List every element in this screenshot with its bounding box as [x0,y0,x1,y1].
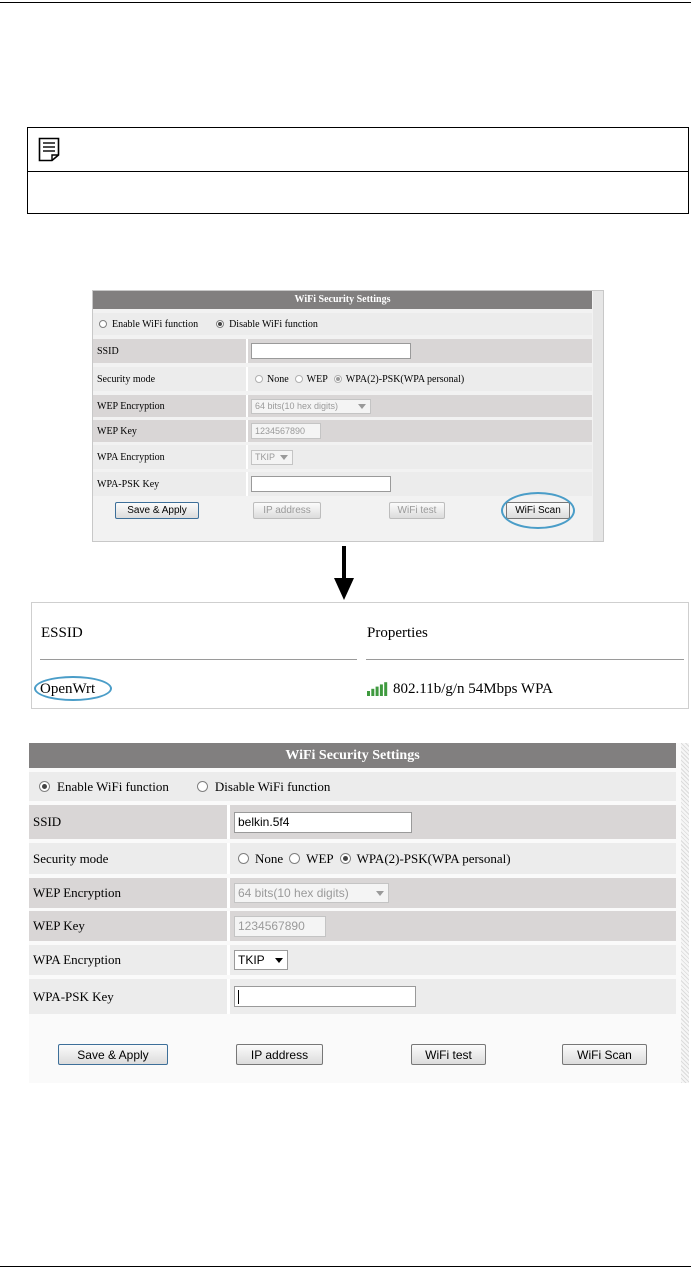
essid-highlight [34,676,112,701]
wifi-test-button[interactable]: WiFi test [389,502,445,519]
security-mode-row [93,367,592,391]
bottom-rule [0,1266,691,1267]
signal-bar [367,691,370,696]
panel-header: WiFi Security Settings [93,291,592,309]
disable-wifi-label: Disable WiFi function [214,778,331,794]
ssid-label: SSID [33,814,62,829]
chevron-down-icon [275,958,283,963]
down-arrow-icon [334,578,354,600]
down-arrow-shaft [342,546,346,580]
wep-encryption-row [29,878,676,908]
enable-wifi-label: Enable WiFi function [112,318,199,330]
mode-wep-label: WEP [306,850,334,866]
wep-key-label: WEP Key [97,425,137,437]
ssid-input[interactable] [251,343,411,359]
wep-key-row [93,420,592,442]
mode-none-radio[interactable] [238,853,249,864]
wifi-function-row [29,772,676,801]
wifi-settings-panel-before [92,290,604,542]
wpa-encryption-select[interactable]: TKIP [234,950,288,970]
signal-bar [376,687,379,696]
wep-encryption-select[interactable]: 64 bits(10 hex digits) [234,883,389,903]
wep-key-input[interactable]: 1234567890 [251,423,321,439]
note-divider [28,171,688,172]
wpa-encryption-label: WPA Encryption [33,952,121,967]
mode-wpa-label: WPA(2)-PSK(WPA personal) [356,850,511,866]
save-apply-button[interactable]: Save & Apply [115,502,199,519]
enable-wifi-radio[interactable] [99,320,107,328]
signal-bar [384,682,387,696]
security-mode-row [29,843,676,874]
mode-wpa-radio[interactable] [340,853,351,864]
enable-wifi-radio[interactable] [39,781,50,792]
wpa-encryption-row [29,945,676,975]
signal-bar [380,684,383,696]
signal-strength-icon [367,682,389,696]
scrollbar-track[interactable] [681,743,689,1083]
wifi-scan-button[interactable]: WiFi Scan [562,1044,647,1065]
top-rule [0,2,691,3]
text-cursor [238,990,239,1004]
wpa-psk-input[interactable] [251,476,391,492]
ssid-row [29,805,676,839]
scan-results-table [31,602,689,709]
wpa-encryption-row [93,445,592,469]
mode-wpa-radio[interactable] [334,375,342,383]
properties-underline [366,659,684,660]
mode-none-label: None [255,850,284,866]
wep-encryption-row [93,395,592,417]
ip-address-button[interactable]: IP address [236,1044,323,1065]
disable-wifi-radio[interactable] [216,320,224,328]
chevron-down-icon [280,455,288,460]
security-mode-label: Security mode [97,373,156,385]
enable-wifi-label: Enable WiFi function [57,778,169,794]
mode-wep-radio[interactable] [295,375,303,383]
disable-wifi-label: Disable WiFi function [229,318,318,330]
chevron-down-icon [358,404,366,409]
ssid-row [93,339,592,363]
wifi-test-button[interactable]: WiFi test [411,1044,486,1065]
wpa-psk-label: WPA-PSK Key [97,478,160,490]
wpa-psk-row [93,472,592,496]
wifi-function-row [93,313,592,335]
wpa-psk-label: WPA-PSK Key [33,988,114,1004]
disable-wifi-radio[interactable] [197,781,208,792]
signal-bar [371,689,374,696]
wep-key-input[interactable]: 1234567890 [234,916,326,937]
properties-column-header: Properties [367,625,428,641]
wpa-psk-input[interactable] [234,986,416,1007]
security-mode-label: Security mode [33,850,109,866]
wep-encryption-label: WEP Encryption [33,885,121,900]
properties-value: 802.11b/g/n 54Mbps WPA [393,681,553,697]
mode-none-radio[interactable] [255,375,263,383]
wpa-encryption-label: WPA Encryption [97,451,165,463]
mode-wep-label: WEP [306,373,328,385]
wpa-psk-row [29,979,676,1014]
ip-address-button[interactable]: IP address [253,502,321,519]
save-apply-button[interactable]: Save & Apply [58,1044,168,1065]
ssid-input[interactable]: belkin.5f4 [234,812,412,833]
wep-encryption-select[interactable]: 64 bits(10 hex digits) [251,399,371,414]
mode-wpa-label: WPA(2)-PSK(WPA personal) [345,373,465,385]
mode-wep-radio[interactable] [289,853,300,864]
essid-underline [40,659,357,660]
wifi-scan-button[interactable]: WiFi Scan [506,502,570,519]
wpa-encryption-select[interactable]: TKIP [251,450,293,465]
wep-key-row [29,911,676,941]
wifi-settings-panel-after [29,743,689,1083]
note-icon [38,137,60,162]
essid-column-header: ESSID [41,625,83,641]
note-box [27,127,689,214]
panel-header: WiFi Security Settings [29,743,676,768]
wep-key-label: WEP Key [33,918,85,933]
mode-none-label: None [267,373,289,385]
ssid-label: SSID [97,345,119,357]
essid-value[interactable]: OpenWrt [40,681,96,697]
chevron-down-icon [376,891,384,896]
wep-encryption-label: WEP Encryption [97,400,165,412]
wifi-scan-highlight [501,492,575,529]
scrollbar[interactable] [593,291,603,541]
